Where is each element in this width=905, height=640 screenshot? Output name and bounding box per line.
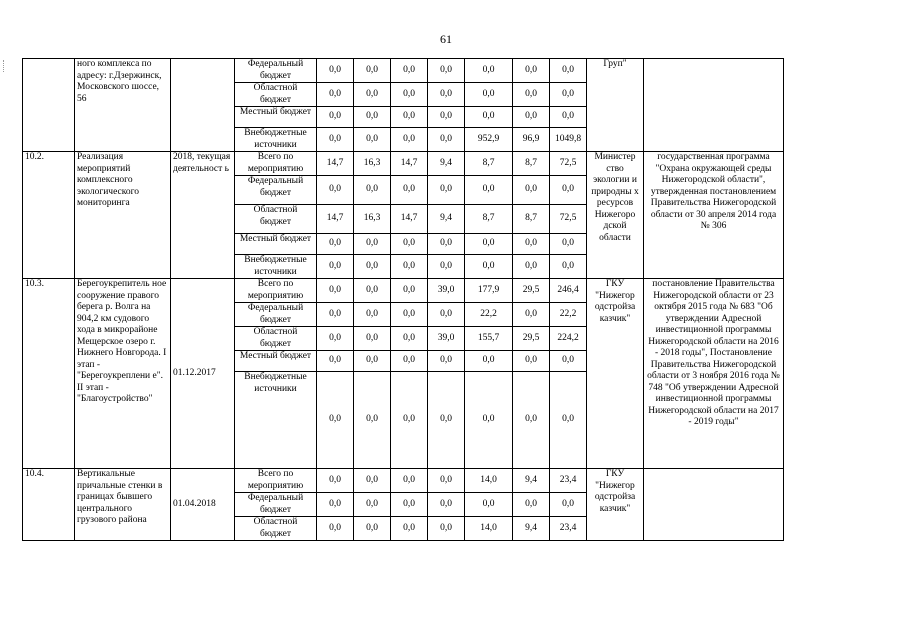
funding-source: Федеральный бюджет [235, 59, 317, 83]
funding-value: 16,3 [354, 205, 391, 234]
executor: Министер ство экологии и природны х ресурсов Нижегоро дской области [587, 152, 644, 279]
funding-value: 0,0 [354, 327, 391, 351]
funding-source: Всего по мероприятию [235, 279, 317, 303]
funding-value: 0,0 [391, 303, 428, 327]
funding-value: 23,4 [550, 469, 587, 493]
funding-value: 0,0 [428, 83, 465, 107]
funding-value: 0,0 [354, 493, 391, 517]
funding-value: 0,0 [391, 107, 428, 128]
funding-value: 0,0 [428, 372, 465, 469]
binding-mark [3, 60, 6, 72]
funding-source: Федеральный бюджет [235, 176, 317, 205]
funding-value: 0,0 [354, 469, 391, 493]
funding-value: 22,2 [465, 303, 513, 327]
funding-value: 0,0 [317, 255, 354, 279]
funding-value: 0,0 [428, 303, 465, 327]
funding-value: 0,0 [354, 303, 391, 327]
funding-value: 14,7 [391, 152, 428, 176]
funding-value: 0,0 [550, 255, 587, 279]
funding-value: 0,0 [428, 517, 465, 541]
funding-source: Внебюджетные источники [235, 128, 317, 152]
funding-value: 0,0 [550, 176, 587, 205]
funding-value: 0,0 [354, 351, 391, 372]
funding-value: 0,0 [391, 128, 428, 152]
funding-value: 0,0 [465, 176, 513, 205]
funding-value: 0,0 [465, 372, 513, 469]
funding-value: 0,0 [428, 469, 465, 493]
funding-value: 0,0 [428, 351, 465, 372]
item-number: 10.3. [23, 279, 75, 469]
funding-value: 0,0 [513, 303, 550, 327]
funding-value: 22,2 [550, 303, 587, 327]
page-number: 61 [440, 32, 452, 46]
table-row [23, 279, 784, 303]
funding-value: 0,0 [465, 234, 513, 255]
funding-value: 29,5 [513, 279, 550, 303]
funding-value: 23,4 [550, 517, 587, 541]
funding-value: 0,0 [391, 176, 428, 205]
funding-source: Всего по мероприятию [235, 469, 317, 493]
funding-value: 0,0 [391, 469, 428, 493]
funding-value: 0,0 [317, 493, 354, 517]
funding-value: 14,7 [317, 152, 354, 176]
item-number: 10.2. [23, 152, 75, 279]
funding-value: 16,3 [354, 152, 391, 176]
funding-value: 0,0 [428, 59, 465, 83]
funding-value: 155,7 [465, 327, 513, 351]
funding-value: 72,5 [550, 152, 587, 176]
funding-value: 9,4 [513, 517, 550, 541]
funding-value: 0,0 [317, 83, 354, 107]
funding-value: 0,0 [354, 128, 391, 152]
funding-value: 0,0 [354, 83, 391, 107]
funding-value: 0,0 [391, 327, 428, 351]
funding-value: 0,0 [391, 351, 428, 372]
funding-value: 8,7 [513, 152, 550, 176]
funding-source: Федеральный бюджет [235, 303, 317, 327]
funding-value: 0,0 [317, 469, 354, 493]
funding-value: 39,0 [428, 327, 465, 351]
funding-value: 72,5 [550, 205, 587, 234]
funding-value: 0,0 [317, 128, 354, 152]
funding-value: 0,0 [354, 279, 391, 303]
funding-value: 0,0 [550, 493, 587, 517]
funding-source: Областной бюджет [235, 327, 317, 351]
funding-value: 0,0 [391, 493, 428, 517]
funding-value: 0,0 [465, 107, 513, 128]
funding-value: 0,0 [354, 234, 391, 255]
funding-value: 8,7 [465, 152, 513, 176]
funding-value: 0,0 [354, 176, 391, 205]
funding-value: 0,0 [513, 176, 550, 205]
funding-table [22, 58, 784, 541]
funding-value: 0,0 [513, 493, 550, 517]
funding-value: 0,0 [513, 372, 550, 469]
funding-value: 0,0 [465, 351, 513, 372]
funding-value: 0,0 [465, 59, 513, 83]
funding-value: 0,0 [513, 83, 550, 107]
funding-value: 0,0 [513, 59, 550, 83]
funding-value: 0,0 [317, 107, 354, 128]
funding-value: 0,0 [428, 255, 465, 279]
item-name: Вертикальные причальные стенки в границах бывшего центрального грузового района [75, 469, 171, 541]
table-row [23, 152, 784, 176]
funding-value: 0,0 [391, 255, 428, 279]
funding-value: 0,0 [550, 351, 587, 372]
funding-value: 0,0 [428, 176, 465, 205]
funding-value: 39,0 [428, 279, 465, 303]
funding-source: Областной бюджет [235, 83, 317, 107]
funding-value: 0,0 [550, 234, 587, 255]
funding-value: 0,0 [428, 234, 465, 255]
item-name: Реализация мероприятий комплексного экологического мониторинга [75, 152, 171, 279]
funding-source: Внебюджетные источники [235, 255, 317, 279]
executor: ГКУ "Нижегор одстройза казчик" [587, 279, 644, 469]
funding-source: Местный бюджет [235, 234, 317, 255]
funding-value: 0,0 [354, 59, 391, 83]
funding-value: 0,0 [513, 351, 550, 372]
funding-value: 0,0 [550, 59, 587, 83]
item-date: 01.12.2017 [171, 279, 235, 469]
funding-value: 14,7 [317, 205, 354, 234]
funding-value: 0,0 [428, 107, 465, 128]
funding-value: 0,0 [317, 234, 354, 255]
legal-basis [644, 59, 784, 152]
funding-value: 224,2 [550, 327, 587, 351]
funding-value: 14,0 [465, 517, 513, 541]
funding-value: 246,4 [550, 279, 587, 303]
funding-value: 0,0 [317, 372, 354, 469]
funding-value: 0,0 [317, 517, 354, 541]
funding-value: 0,0 [317, 176, 354, 205]
item-date [171, 59, 235, 152]
funding-source: Местный бюджет [235, 351, 317, 372]
funding-source: Федеральный бюджет [235, 493, 317, 517]
table-row [23, 469, 784, 493]
funding-value: 0,0 [354, 107, 391, 128]
funding-value: 0,0 [428, 493, 465, 517]
item-name: Берегоукрепитель ное сооружение правого берега р. Волга на 904,2 км судового хода в микрорайоне Мещерское озеро г. Нижнего Новгорода. I этап - "Берегоукреплени е". II этап - "Благоустройство" [75, 279, 171, 469]
funding-source: Внебюджетные источники [235, 372, 317, 469]
funding-value: 177,9 [465, 279, 513, 303]
funding-value: 29,5 [513, 327, 550, 351]
funding-value: 0,0 [550, 107, 587, 128]
funding-value: 0,0 [317, 327, 354, 351]
funding-value: 9,4 [428, 205, 465, 234]
funding-value: 8,7 [513, 205, 550, 234]
funding-value: 0,0 [391, 517, 428, 541]
funding-source: Местный бюджет [235, 107, 317, 128]
item-number [23, 59, 75, 152]
funding-value: 14,7 [391, 205, 428, 234]
item-name: ного комплекса по адресу: г.Дзержинск, Московского шоссе, 56 [75, 59, 171, 152]
legal-basis: государственная программа "Охрана окружающей среды Нижегородской области", утвержденная постановлением Правительства Нижегородской области от 30 апреля 2014 года № 306 [644, 152, 784, 279]
funding-value: 0,0 [465, 83, 513, 107]
funding-value: 9,4 [513, 469, 550, 493]
funding-value: 0,0 [428, 128, 465, 152]
funding-source: Всего по мероприятию [235, 152, 317, 176]
funding-value: 9,4 [428, 152, 465, 176]
funding-value: 0,0 [317, 351, 354, 372]
legal-basis [644, 469, 784, 541]
funding-value: 0,0 [550, 83, 587, 107]
table-row [23, 59, 784, 83]
funding-value: 0,0 [391, 372, 428, 469]
executor: ГКУ "Нижегор одстройза казчик" [587, 469, 644, 541]
funding-value: 0,0 [513, 234, 550, 255]
funding-value: 0,0 [317, 303, 354, 327]
funding-value: 0,0 [391, 83, 428, 107]
item-date: 2018, текущая деятельност ь [171, 152, 235, 279]
funding-value: 0,0 [465, 255, 513, 279]
funding-value: 8,7 [465, 205, 513, 234]
funding-value: 1049,8 [550, 128, 587, 152]
legal-basis: постановление Правительства Нижегородской области от 23 октября 2015 года № 683 "Об утверждении Адресной инвестиционной программы Нижегородской области на 2016 - 2018 годы", Постановление Правительства Нижегородской области от 3 ноября 2016 года № 748 "Об утверждении Адресной инвестиционной программы Нижегородской области на 2017 - 2019 годы" [644, 279, 784, 469]
funding-value: 0,0 [391, 234, 428, 255]
funding-value: 14,0 [465, 469, 513, 493]
funding-value: 96,9 [513, 128, 550, 152]
funding-source: Областной бюджет [235, 517, 317, 541]
item-date: 01.04.2018 [171, 469, 235, 541]
funding-value: 0,0 [513, 255, 550, 279]
funding-value: 0,0 [513, 107, 550, 128]
funding-source: Областной бюджет [235, 205, 317, 234]
funding-value: 0,0 [317, 59, 354, 83]
funding-value: 952,9 [465, 128, 513, 152]
funding-value: 0,0 [391, 279, 428, 303]
funding-value: 0,0 [391, 59, 428, 83]
funding-value: 0,0 [354, 517, 391, 541]
funding-value: 0,0 [317, 279, 354, 303]
funding-value: 0,0 [354, 372, 391, 469]
funding-value: 0,0 [550, 372, 587, 469]
executor: Груп" [587, 59, 644, 152]
funding-value: 0,0 [354, 255, 391, 279]
funding-value: 0,0 [465, 493, 513, 517]
item-number: 10.4. [23, 469, 75, 541]
